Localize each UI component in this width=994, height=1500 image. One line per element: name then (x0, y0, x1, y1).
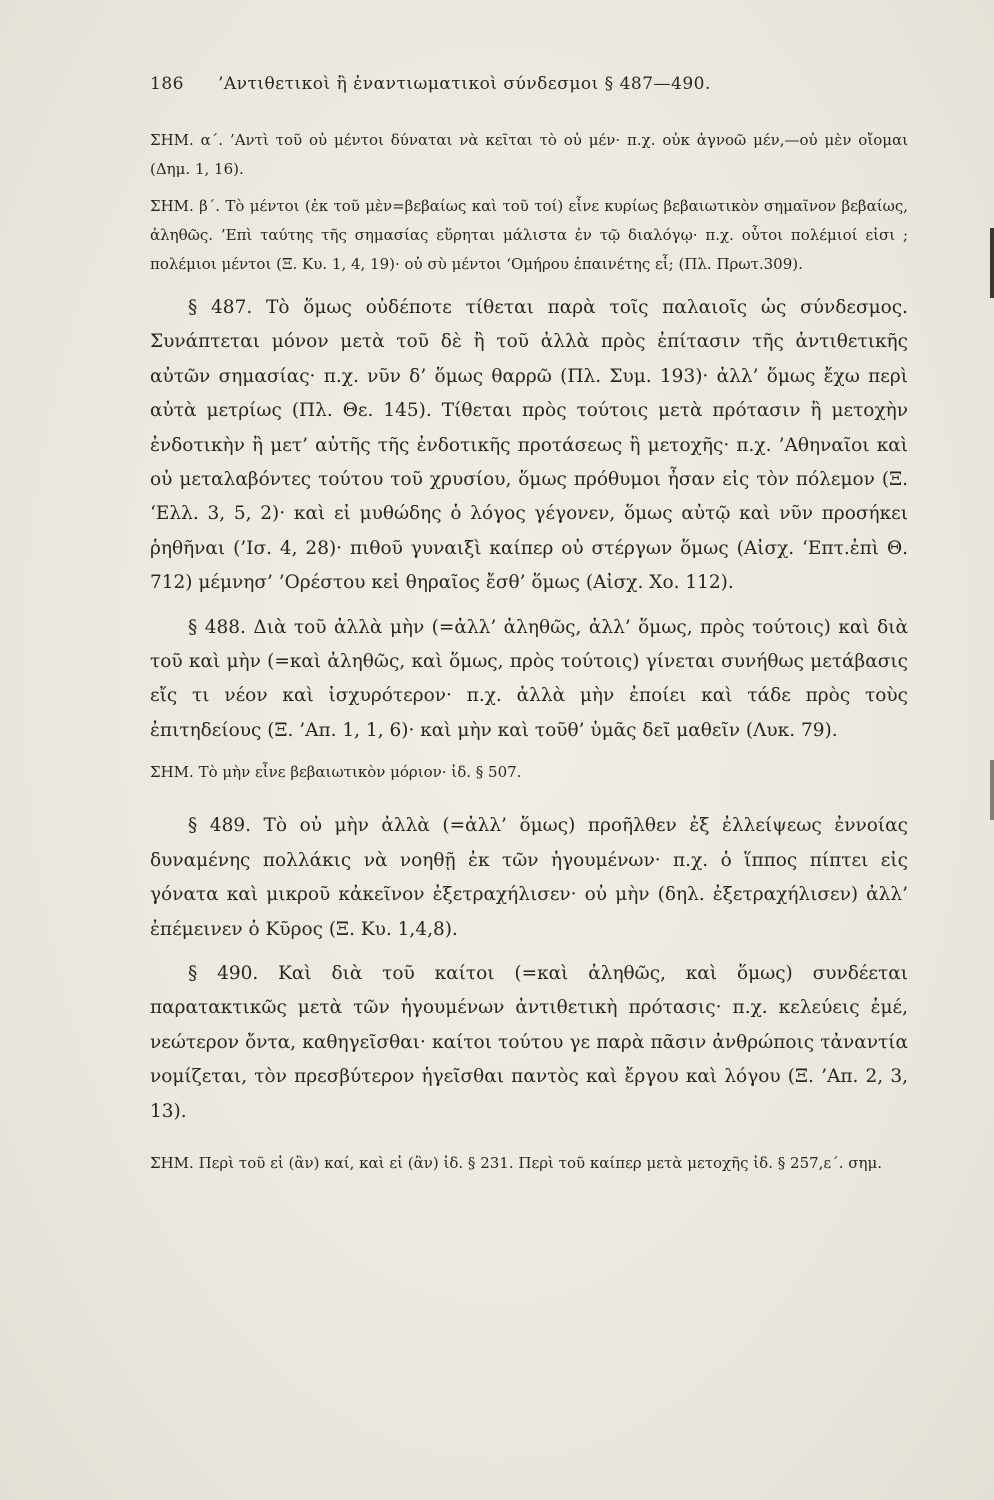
running-header (150, 74, 711, 94)
body-text (150, 126, 908, 1184)
note-beta: ΣΗΜ. β΄. Τὸ μέντοι (ἐκ τοῦ μὲν=βεβαίως καὶ τοῦ τοί) εἶνε κυρίως βεβαιωτικὸν σημαῖνον βεβαίως, ἀληθῶς. ’Επὶ ταύτης τῆς σημασίας εὕρηται μάλιστα ἐν τῷ διαλόγῳ· π.χ. οὗτοι πολέμιοί εἰσι ; πολέμιοι μέντοι (Ξ. Κυ. 1, 4, 19)· οὐ σὺ μέντοι ‘Ομήρου ἐπαινέτης εἶ; (Πλ. Πρωτ.309). (150, 197, 908, 273)
note-alpha: ΣΗΜ. α΄. ’Αντὶ τοῦ οὐ μέντοι δύναται νὰ κεῖται τὸ οὐ μέν· π.χ. οὐκ ἀγνοῶ μέν,—οὐ μὲν οἴομαι (Δημ. 1, 16). (150, 131, 908, 178)
note-490: ΣΗΜ. Περὶ τοῦ εἰ (ἂν) καί, καὶ εἰ (ἂν) ἰδ. § 231. Περὶ τοῦ καίπερ μετὰ μετοχῆς ἰδ. § 257,ε΄. σημ. (150, 1153, 882, 1172)
section-487: § 487. Τὸ ὅμως οὐδέποτε τίθεται παρὰ τοῖς παλαιοῖς ὡς σύνδεσμος. Συνάπτεται μόνον μετὰ τοῦ δὲ ἢ τοῦ ἀλλὰ πρὸς ἐπίτασιν τῆς ἀντιθετικῆς αὐτῶν σημασίας· π.χ. νῦν δ’ ὅμως θαρρῶ (Πλ. Συμ. 193)· ἀλλ’ ὅμως ἔχω περὶ αὐτὰ μετρίως (Πλ. Θε. 145). Τίθεται πρὸς τούτοις μετὰ πρότασιν ἢ μετοχὴν ἐνδοτικὴν ἢ μετ’ αὐτῆς τῆς ἐνδοτικῆς προτάσεως ἢ μετοχῆς· π.χ. ’Αθηναῖοι καὶ οὐ μεταλαβόντες τούτου τοῦ χρυσίου, ὅμως πρόθυμοι ἦσαν εἰς τὸν πόλεμον (Ξ. ‘Ελλ. 3, 5, 2)· καὶ εἰ μυθώδης ὁ λόγος γέγονεν, ὅμως αὐτῷ καὶ νῦν προσήκει ῥηθῆναι (’Ισ. 4, 28)· πιθοῦ γυναιξὶ καίπερ οὐ στέργων ὅμως (Αἰσχ. ‘Επτ.ἐπὶ Θ. 712) μέμνησ’ ’Ορέστου κεἰ θηραῖος ἔσθ’ ὅμως (Αἰσχ. Χο. 112). (150, 297, 908, 594)
running-title: ’Αντιθετικοὶ ἢ ἐναντιωματικοὶ σύνδεσμοι § 487—490. (217, 74, 711, 94)
section-488: § 488. Διὰ τοῦ ἀλλὰ μὴν (=ἀλλ’ ἀληθῶς, ἀλλ’ ὅμως, πρὸς τούτοις) καὶ διὰ τοῦ καὶ μὴν (=καὶ ἀληθῶς, καὶ ὅμως, πρὸς τούτοις) γίνεται συνήθως μετάβασις εἴς τι νέον καὶ ἰσχυρότερον· π.χ. ἀλλὰ μὴν ἐποίει καὶ τάδε πρὸς τοὺς ἐπιτηδείους (Ξ. ’Απ. 1, 1, 6)· καὶ μὴν καὶ τοῦθ’ ὑμᾶς δεῖ μαθεῖν (Λυκ. 79). (150, 616, 908, 741)
page-edge-shadow-lower (990, 760, 994, 820)
page-edge-shadow (990, 228, 994, 298)
note-488: ΣΗΜ. Τὸ μὴν εἶνε βεβαιωτικὸν μόριον· ἰδ. § 507. (150, 763, 522, 782)
section-490: § 490. Καὶ διὰ τοῦ καίτοι (=καὶ ἀληθῶς, καὶ ὅμως) συνδέεται παρατακτικῶς μετὰ τῶν ἡγουμένων ἀντιθετικὴ πρότασις· π.χ. κελεύεις ἐμέ, νεώτερον ὄντα, καθηγεῖσθαι· καίτοι τούτου γε παρὰ πᾶσιν ἀνθρώποις τἀναντία νομίζεται, τὸν πρεσβύτερον ἡγεῖσθαι παντὸς καὶ ἔργου καὶ λόγου (Ξ. ’Απ. 2, 3, 13). (150, 962, 908, 1122)
page-number: 186 (150, 74, 184, 94)
section-489: § 489. Τὸ οὐ μὴν ἀλλὰ (=ἀλλ’ ὅμως) προῆλθεν ἐξ ἐλλείψεως ἐννοίας δυναμένης πολλάκις νὰ νοηθῇ ἐκ τῶν ἡγουμένων· π.χ. ὁ ἵππος πίπτει εἰς γόνατα καὶ μικροῦ κἀκεῖνον ἐξετραχήλισεν· οὐ μὴν (δηλ. ἐξετραχήλισεν) ἀλλ’ ἐπέμεινεν ὁ Κῦρος (Ξ. Κυ. 1,4,8). (150, 815, 908, 940)
